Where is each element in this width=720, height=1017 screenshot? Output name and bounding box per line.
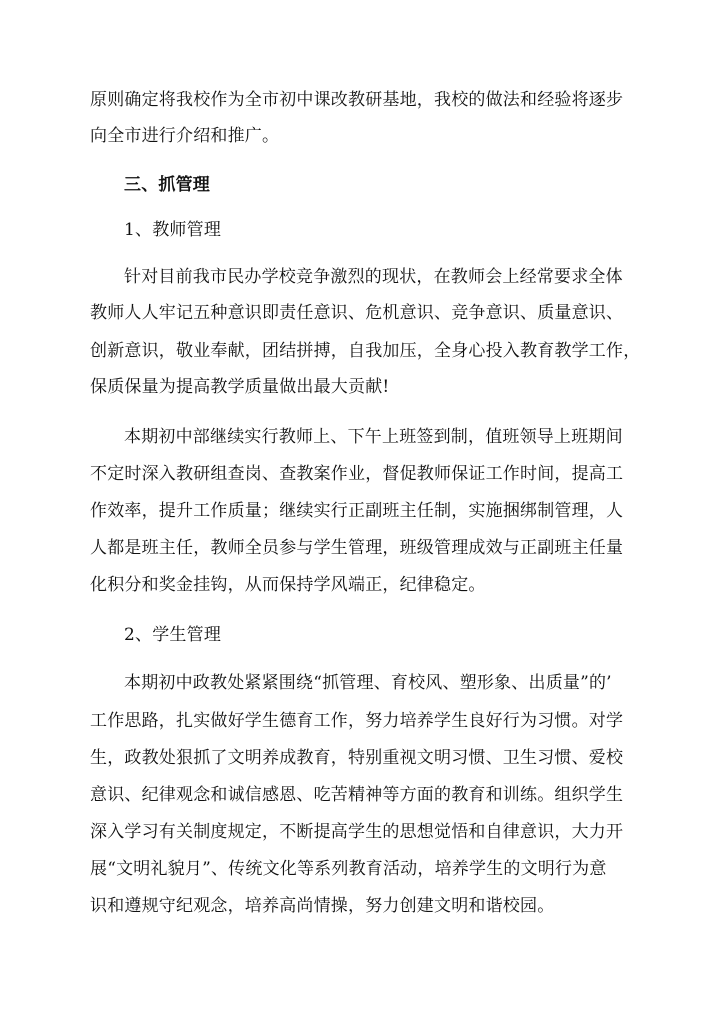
paragraph-line: 化积分和奖金挂钩，从而保持学风端正，纪律稳定。 xyxy=(90,575,486,595)
paragraph-line: 向全市进行介绍和推广。 xyxy=(90,126,280,146)
paragraph-line: 作效率，提升工作质量；继续实行正副班主任制，实施捆绑制管理，人 xyxy=(90,501,624,521)
paragraph-line: 本期初中部继续实行教师上、下午上班签到制，值班领导上班期间 xyxy=(124,427,623,447)
paragraph-line: 保质保量为提高教学质量做出最大贡献! xyxy=(90,377,390,397)
paragraph-line: 意识、纪律观念和诚信感恩、吃苦精神等方面的教育和训练。组织学生 xyxy=(90,785,624,805)
subsection-heading: 2、学生管理 xyxy=(124,625,222,645)
paragraph-line: 不定时深入教研组查岗、查教案作业，督促教师保证工作时间，提高工 xyxy=(90,464,624,484)
paragraph-line: 工作思路，扎实做好学生德育工作，努力培养学生良好行为习惯。对学 xyxy=(90,711,624,731)
paragraph-line: 针对目前我市民办学校竞争激烈的现状，在教师会上经常要求全体 xyxy=(124,267,623,287)
paragraph-line: 识和遵规守纪观念，培养高尚情操，努力创建文明和谐校园。 xyxy=(90,896,555,916)
paragraph-line: 原则确定将我校作为全市初中课改教研基地，我校的做法和经验将逐步 xyxy=(90,90,624,110)
paragraph-line: 深入学习有关制度规定，不断提高学生的思想觉悟和自律意识，大力开 xyxy=(90,822,624,842)
section-heading: 三、抓管理 xyxy=(124,175,210,195)
paragraph-line: 创新意识，敬业奉献，团结拼搏，自我加压，全身心投入教育教学工作， xyxy=(90,341,641,361)
paragraph-line: 人都是班主任，教师全员参与学生管理，班级管理成效与正副班主任量 xyxy=(90,538,624,558)
subsection-heading: 1、教师管理 xyxy=(124,220,222,240)
paragraph-line: 生，政教处狠抓了文明养成教育，特别重视文明习惯、卫生习惯、爱校 xyxy=(90,748,624,768)
paragraph-line: 本期初中政教处紧紧围绕“抓管理、育校风、塑形象、出质量”的’ xyxy=(124,673,612,693)
paragraph-line: 教师人人牢记五种意识即责任意识、危机意识、竞争意识、质量意识、 xyxy=(90,303,624,323)
paragraph-line: 展“文明礼貌月”、传统文化等系列教育活动，培养学生的文明行为意 xyxy=(90,859,607,879)
